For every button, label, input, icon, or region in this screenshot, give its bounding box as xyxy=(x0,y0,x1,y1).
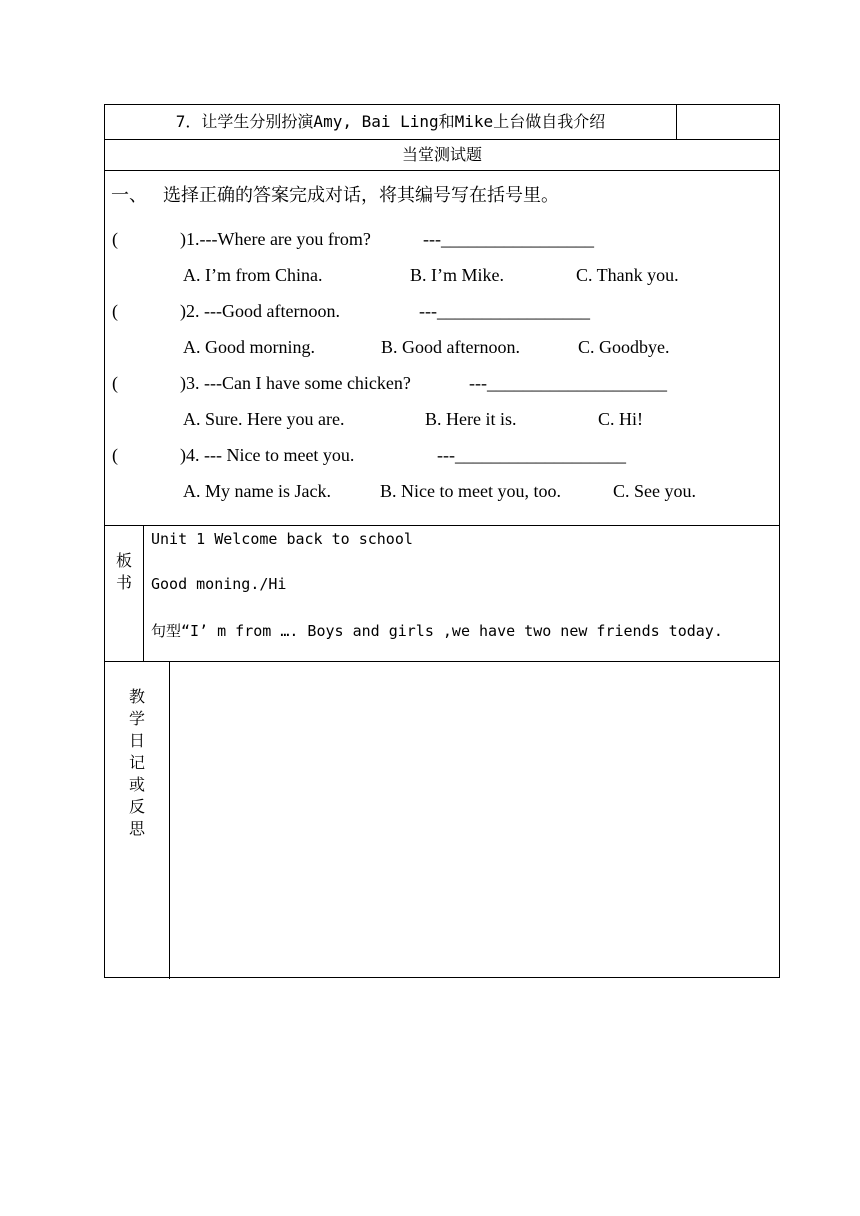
board-label xyxy=(113,550,135,594)
option-c: C. Thank you. xyxy=(576,265,679,285)
quiz-instruction xyxy=(111,181,559,207)
option-a: A. Sure. Here you are. xyxy=(183,409,345,429)
board-line-1: Unit 1 Welcome back to school xyxy=(151,530,413,548)
option-a: A. My name is Jack. xyxy=(183,481,331,501)
activity-text: 7．让学生分别扮演Amy, Bai Ling和Mike上台做自我介绍 xyxy=(175,112,606,131)
reflection-section xyxy=(105,661,779,978)
quiz-section xyxy=(105,170,779,525)
board-line-3: 句型“I’ m from …. Boys and girls ,we have two new friends today. xyxy=(151,622,723,640)
reflection-label xyxy=(126,686,148,840)
answer-paren: ( xyxy=(112,229,118,249)
question-prompt: )2. ---Good afternoon. xyxy=(180,301,340,321)
column-divider xyxy=(676,105,677,139)
lesson-plan-table xyxy=(104,104,780,978)
column-divider xyxy=(143,526,144,662)
reflection-label-char: 或 xyxy=(128,775,145,794)
quiz-number: 一、 xyxy=(111,185,147,206)
answer-blank: ---___________________ xyxy=(437,445,626,465)
quiz-instruction-text: 选择正确的答案完成对话，将其编号写在括号里。 xyxy=(163,185,559,206)
board-section xyxy=(105,525,779,661)
reflection-label-char: 学 xyxy=(128,709,145,728)
option-c: C. Hi! xyxy=(598,409,643,429)
answer-blank: ---_________________ xyxy=(419,301,590,321)
answer-paren: ( xyxy=(112,301,118,321)
board-label-char: 书 xyxy=(115,573,132,592)
board-line-2: Good moning./Hi xyxy=(151,575,287,593)
answer-paren: ( xyxy=(112,445,118,465)
answer-blank: ---_________________ xyxy=(423,229,594,249)
reflection-label-char: 反 xyxy=(128,797,145,816)
option-a: A. I’m from China. xyxy=(183,265,323,285)
answer-blank: ---____________________ xyxy=(469,373,667,393)
reflection-label-char: 教 xyxy=(128,687,145,706)
question-prompt: )3. ---Can I have some chicken? xyxy=(180,373,411,393)
activity-row xyxy=(105,105,779,139)
option-c: C. See you. xyxy=(613,481,696,501)
section-title: 当堂测试题 xyxy=(401,145,482,164)
reflection-label-char: 记 xyxy=(128,753,145,772)
board-label-char: 板 xyxy=(115,551,132,570)
option-b: B. Nice to meet you, too. xyxy=(380,481,561,501)
section-title-row xyxy=(105,139,779,170)
reflection-label-char: 日 xyxy=(128,731,145,750)
option-a: A. Good morning. xyxy=(183,337,315,357)
question-prompt: )4. --- Nice to meet you. xyxy=(180,445,355,465)
option-b: B. I’m Mike. xyxy=(410,265,504,285)
reflection-label-char: 思 xyxy=(128,819,145,838)
question-prompt: )1.---Where are you from? xyxy=(180,229,371,249)
option-b: B. Good afternoon. xyxy=(381,337,520,357)
reflection-notes-area[interactable] xyxy=(170,662,779,978)
answer-paren: ( xyxy=(112,373,118,393)
option-c: C. Goodbye. xyxy=(578,337,670,357)
option-b: B. Here it is. xyxy=(425,409,517,429)
